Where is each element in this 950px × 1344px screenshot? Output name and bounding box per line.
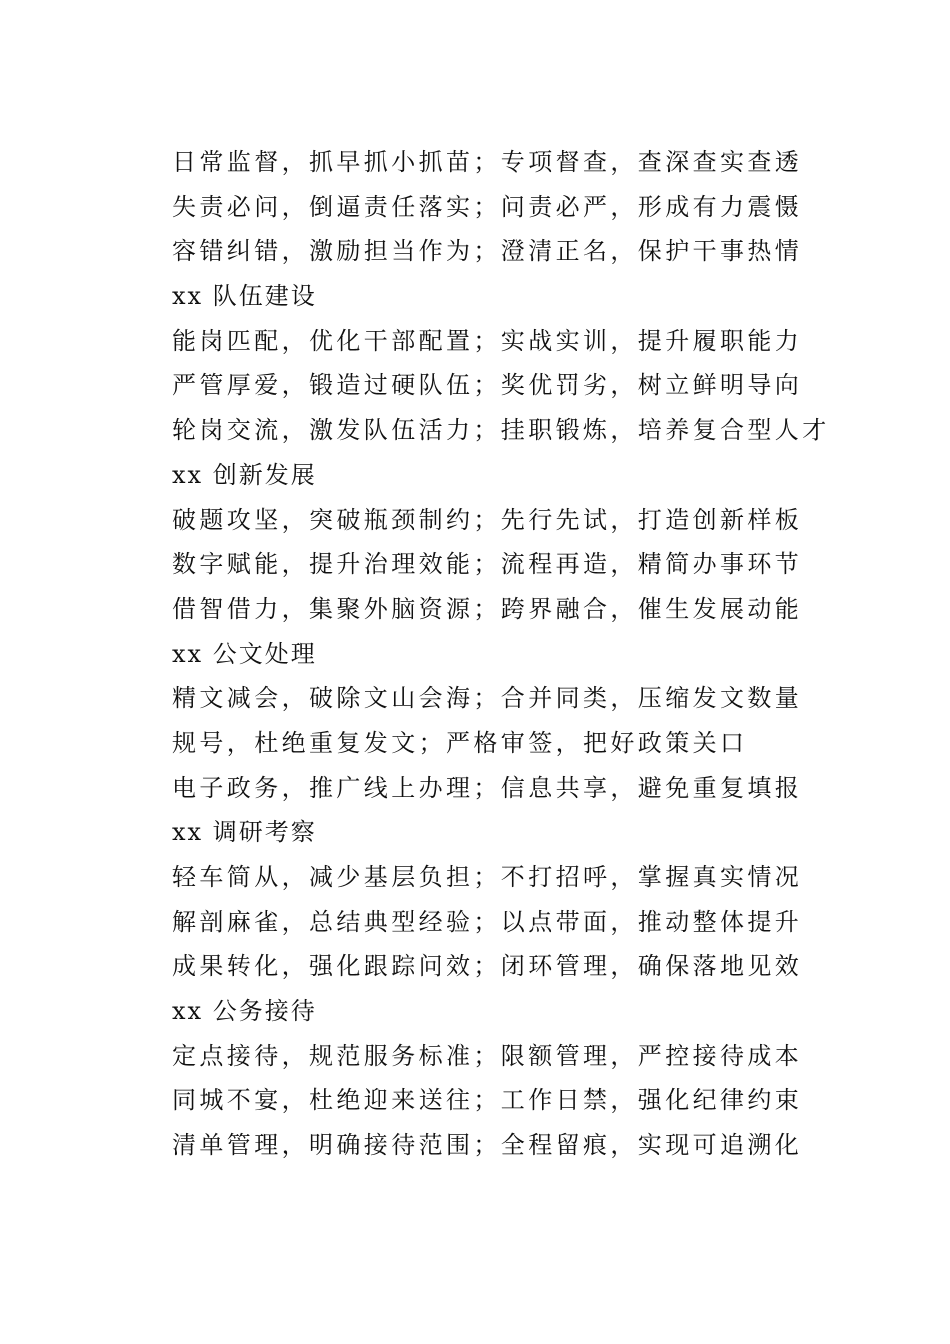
text-line: 成果转化，强化跟踪问效；闭环管理，确保落地见效 — [172, 952, 803, 981]
section-heading: xx 调研考察 — [172, 818, 317, 847]
text-line: 轮岗交流，激发队伍活力；挂职锻炼，培养复合型人才 — [172, 416, 830, 445]
text-line: 日常监督，抓早抓小抓苗；专项督查，查深查实查透 — [172, 148, 803, 176]
text-line: 同城不宴，杜绝迎来送往；工作日禁，强化纪律约束 — [172, 1086, 803, 1115]
text-line: 解剖麻雀，总结典型经验；以点带面，推动整体提升 — [172, 907, 803, 936]
text-line: 借智借力，集聚外脑资源；跨界融合，催生发展动能 — [172, 594, 803, 623]
text-line: 失责必问，倒逼责任落实；问责必严，形成有力震慑 — [172, 192, 803, 221]
text-line: 数字赋能，提升治理效能；流程再造，精简办事环节 — [172, 550, 803, 579]
text-line: 电子政务，推广线上办理；信息共享，避免重复填报 — [172, 773, 803, 802]
section-heading: xx 创新发展 — [172, 460, 317, 489]
text-line: 能岗匹配，优化干部配置；实战实训，提升履职能力 — [172, 326, 803, 355]
text-line: 严管厚爱，锻造过硬队伍；奖优罚劣，树立鲜明导向 — [172, 371, 803, 400]
text-line: 破题攻坚，突破瓶颈制约；先行先试，打造创新样板 — [172, 505, 803, 534]
section-heading: xx 公务接待 — [172, 997, 317, 1026]
text-line: 容错纠错，激励担当作为；澄清正名，保护干事热情 — [172, 237, 803, 266]
text-line: 轻车简从，减少基层负担；不打招呼，掌握真实情况 — [172, 863, 803, 891]
document-body — [172, 140, 872, 1168]
section-heading: xx 公文处理 — [172, 639, 317, 668]
text-line: 规号，杜绝重复发文；严格审签，把好政策关口 — [172, 728, 748, 757]
text-line: 清单管理，明确接待范围；全程留痕，实现可追溯化 — [172, 1131, 803, 1160]
text-line: 定点接待，规范服务标准；限额管理，严控接待成本 — [172, 1041, 803, 1070]
text-line: 精文减会，破除文山会海；合并同类，压缩发文数量 — [172, 684, 803, 713]
section-heading: xx 队伍建设 — [172, 282, 317, 311]
